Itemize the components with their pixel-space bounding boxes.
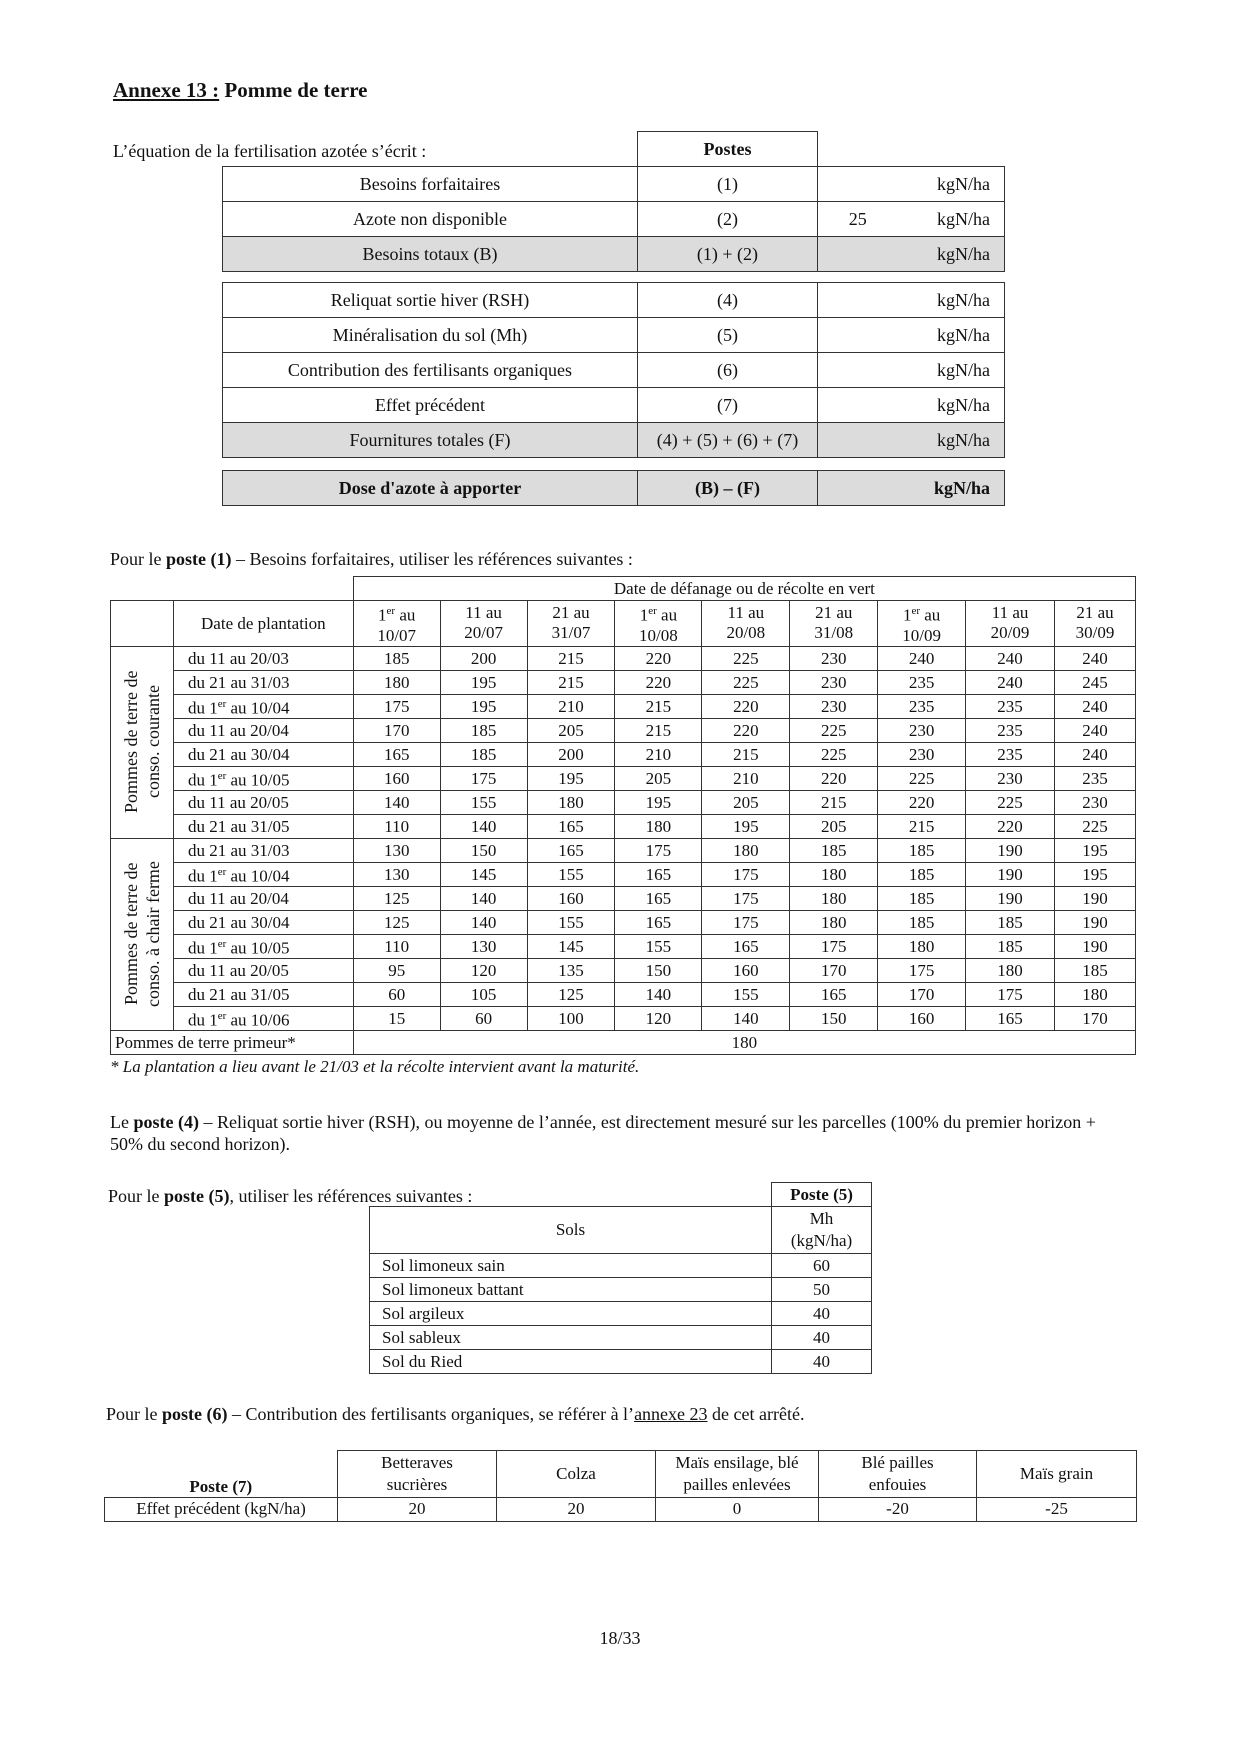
- besoin-value: 180: [966, 958, 1055, 982]
- plantation-date: du 21 au 30/04: [173, 742, 353, 766]
- besoin-value: 165: [615, 910, 702, 934]
- besoin-value: 225: [966, 790, 1055, 814]
- sol-name: Sol du Ried: [370, 1350, 772, 1374]
- table-row: [111, 886, 1136, 910]
- besoin-value: 175: [878, 958, 966, 982]
- besoin-value: 150: [440, 838, 527, 862]
- equation-poste: (1) + (2): [638, 237, 818, 272]
- besoin-value: 180: [790, 862, 878, 886]
- equation-row: [223, 283, 1005, 318]
- besoin-value: 215: [702, 742, 790, 766]
- besoin-value: 140: [440, 910, 527, 934]
- plantation-date: du 21 au 30/04: [173, 910, 353, 934]
- besoin-value: 145: [527, 934, 615, 958]
- besoin-value: 205: [702, 790, 790, 814]
- date-column-header: 1er au 10/09: [878, 601, 966, 647]
- besoin-value: 185: [878, 862, 966, 886]
- footnote: * La plantation a lieu avant le 21/03 et la récolte intervient avant la maturité.: [110, 1056, 640, 1076]
- equation-value: [818, 353, 898, 388]
- plantation-date: du 21 au 31/05: [173, 814, 353, 838]
- besoin-value: 240: [1055, 694, 1136, 718]
- table-row: [111, 838, 1136, 862]
- besoin-value: 180: [353, 670, 440, 694]
- equation-value: [818, 167, 898, 202]
- group-chair-ferme: Pommes de terre de conso. à chair ferme: [111, 838, 174, 1030]
- equation-unit: kgN/ha: [898, 167, 1005, 202]
- besoin-value: 245: [1055, 670, 1136, 694]
- besoin-value: 240: [1055, 742, 1136, 766]
- equation-value: [818, 283, 898, 318]
- besoin-value: 240: [878, 646, 966, 670]
- besoin-value: 175: [790, 934, 878, 958]
- besoin-value: 160: [702, 958, 790, 982]
- sol-mh: 40: [772, 1350, 872, 1374]
- sol-name: Sol sableux: [370, 1326, 772, 1350]
- besoin-value: 60: [440, 1006, 527, 1030]
- date-column-header: 1er au 10/08: [615, 601, 702, 647]
- plantation-date: du 1er au 10/06: [173, 1006, 353, 1030]
- besoin-value: 60: [353, 982, 440, 1006]
- besoin-value: 240: [1055, 646, 1136, 670]
- besoin-value: 165: [790, 982, 878, 1006]
- equation-unit: kgN/ha: [898, 237, 1005, 272]
- besoin-value: 175: [353, 694, 440, 718]
- besoin-value: 210: [527, 694, 615, 718]
- annexe-number: Annexe 13 :: [113, 78, 220, 102]
- besoin-value: 125: [527, 982, 615, 1006]
- sol-mh: 50: [772, 1278, 872, 1302]
- besoin-value: 170: [878, 982, 966, 1006]
- besoin-value: 230: [790, 646, 878, 670]
- besoin-value: 220: [966, 814, 1055, 838]
- precedent-header: Maïs grain: [977, 1451, 1137, 1498]
- plantation-date: du 1er au 10/05: [173, 766, 353, 790]
- besoin-value: 230: [790, 670, 878, 694]
- besoin-value: 195: [527, 766, 615, 790]
- date-column-header: 1er au 10/07: [353, 601, 440, 647]
- besoin-value: 215: [527, 646, 615, 670]
- date-column-header: 21 au 31/07: [527, 601, 615, 647]
- annexe-title: Pomme de terre: [219, 78, 368, 102]
- besoin-value: 210: [615, 742, 702, 766]
- plantation-date: du 21 au 31/03: [173, 670, 353, 694]
- besoin-value: 185: [878, 886, 966, 910]
- page-title: [113, 78, 367, 103]
- besoin-value: 130: [353, 862, 440, 886]
- equation-poste: (6): [638, 353, 818, 388]
- sol-name: Sol limoneux battant: [370, 1278, 772, 1302]
- equation-label: Reliquat sortie hiver (RSH): [223, 283, 638, 318]
- besoin-value: 230: [966, 766, 1055, 790]
- date-column-header: 21 au 30/09: [1055, 601, 1136, 647]
- plantation-date: du 11 au 20/03: [173, 646, 353, 670]
- besoin-value: 120: [615, 1006, 702, 1030]
- besoin-value: 160: [878, 1006, 966, 1030]
- equation-unit: kgN/ha: [898, 353, 1005, 388]
- besoin-value: 160: [353, 766, 440, 790]
- sols-header: Sols: [370, 1207, 772, 1254]
- besoin-value: 175: [440, 766, 527, 790]
- besoin-value: 140: [615, 982, 702, 1006]
- besoin-value: 180: [790, 910, 878, 934]
- equation-value: [818, 237, 898, 272]
- sol-row: [370, 1254, 872, 1278]
- besoin-value: 185: [353, 646, 440, 670]
- besoin-value: 220: [615, 646, 702, 670]
- plantation-date: du 21 au 31/05: [173, 982, 353, 1006]
- besoin-value: 220: [790, 766, 878, 790]
- precedent-header: Blé pailles enfouies: [819, 1451, 977, 1498]
- besoin-value: 185: [966, 910, 1055, 934]
- plantation-date: du 21 au 31/03: [173, 838, 353, 862]
- besoin-value: 185: [790, 838, 878, 862]
- postes-header: Postes: [703, 138, 752, 159]
- besoin-value: 105: [440, 982, 527, 1006]
- besoins-table: [110, 576, 1136, 1077]
- equation-unit: kgN/ha: [898, 202, 1005, 237]
- table-row: [111, 646, 1136, 670]
- besoin-value: 180: [615, 814, 702, 838]
- equation-poste: (5): [638, 318, 818, 353]
- date-column-header: 11 au 20/07: [440, 601, 527, 647]
- table-row: [111, 934, 1136, 958]
- besoin-value: 235: [878, 694, 966, 718]
- besoin-value: 220: [878, 790, 966, 814]
- equation-row: [223, 388, 1005, 423]
- primeur-label: Pommes de terre primeur*: [111, 1030, 354, 1054]
- sol-name: Sol argileux: [370, 1302, 772, 1326]
- equation-label: Besoins forfaitaires: [223, 167, 638, 202]
- effet-value: -20: [819, 1497, 977, 1521]
- besoin-value: 175: [702, 910, 790, 934]
- page-number: 18/33: [599, 1628, 641, 1648]
- table-row: [111, 790, 1136, 814]
- equation-value: [818, 423, 898, 458]
- besoin-value: 225: [702, 646, 790, 670]
- plantation-date: du 1er au 10/04: [173, 862, 353, 886]
- equation-unit: kgN/ha: [898, 318, 1005, 353]
- poste5-intro: Pour le poste (5), utiliser les références suivantes :: [108, 1186, 473, 1206]
- besoin-value: 190: [1055, 886, 1136, 910]
- equation-unit: kgN/ha: [898, 283, 1005, 318]
- besoin-value: 195: [440, 694, 527, 718]
- equation-label: Minéralisation du sol (Mh): [223, 318, 638, 353]
- equation-label: Contribution des fertilisants organiques: [223, 353, 638, 388]
- besoin-value: 175: [702, 862, 790, 886]
- equation-intro: L’équation de la fertilisation azotée s’écrit :: [113, 141, 427, 161]
- besoin-value: 225: [702, 670, 790, 694]
- besoin-value: 220: [702, 694, 790, 718]
- besoin-value: 165: [615, 862, 702, 886]
- sol-row: [370, 1350, 872, 1374]
- sol-row: [370, 1302, 872, 1326]
- besoin-value: 165: [353, 742, 440, 766]
- equation-row: [223, 318, 1005, 353]
- table-row: [111, 814, 1136, 838]
- table-row: [111, 694, 1136, 718]
- besoin-value: 205: [615, 766, 702, 790]
- effet-value: 20: [338, 1497, 497, 1521]
- poste5-header: Poste (5): [772, 1183, 872, 1207]
- besoin-value: 130: [353, 838, 440, 862]
- equation-poste: (4) + (5) + (6) + (7): [638, 423, 818, 458]
- table-row: [111, 766, 1136, 790]
- equation-label: Dose d'azote à apporter: [223, 471, 638, 506]
- besoin-value: 15: [353, 1006, 440, 1030]
- equation-label: Besoins totaux (B): [223, 237, 638, 272]
- plantation-header: Date de plantation: [173, 601, 353, 647]
- besoin-value: 165: [615, 886, 702, 910]
- annexe-23-link[interactable]: annexe 23: [634, 1404, 708, 1424]
- besoin-value: 190: [966, 838, 1055, 862]
- besoin-value: 190: [1055, 910, 1136, 934]
- besoin-value: 190: [966, 886, 1055, 910]
- date-column-header: 11 au 20/09: [966, 601, 1055, 647]
- effet-row-label: Effet précédent (kgN/ha): [105, 1497, 338, 1521]
- besoin-value: 165: [702, 934, 790, 958]
- besoin-value: 190: [966, 862, 1055, 886]
- equation-row: [223, 237, 1005, 272]
- besoin-value: 230: [790, 694, 878, 718]
- besoin-value: 185: [440, 742, 527, 766]
- equation-value: [818, 388, 898, 423]
- poste4-paragraph: Le poste (4) – Reliquat sortie hiver (RSH), ou moyenne de l’année, est directement mesuré sur les parcelles (100% du premier horizon + 50% du second horizon).: [110, 1112, 1096, 1154]
- primeur-row: [111, 1030, 1136, 1054]
- besoin-value: 200: [527, 742, 615, 766]
- besoin-value: 175: [615, 838, 702, 862]
- besoin-value: 140: [702, 1006, 790, 1030]
- equation-value: [818, 318, 898, 353]
- besoin-value: 185: [878, 910, 966, 934]
- besoin-value: 165: [966, 1006, 1055, 1030]
- besoin-value: 175: [702, 886, 790, 910]
- equation-label: Fournitures totales (F): [223, 423, 638, 458]
- plantation-date: du 11 au 20/05: [173, 958, 353, 982]
- besoin-value: 95: [353, 958, 440, 982]
- besoin-value: 240: [966, 670, 1055, 694]
- besoin-value: 235: [878, 670, 966, 694]
- besoin-value: 225: [790, 718, 878, 742]
- besoin-value: 205: [790, 814, 878, 838]
- besoin-value: 140: [353, 790, 440, 814]
- equation-poste: (B) – (F): [638, 471, 818, 506]
- equation-poste: (4): [638, 283, 818, 318]
- besoin-value: 155: [615, 934, 702, 958]
- besoin-value: 165: [527, 814, 615, 838]
- besoin-value: 155: [527, 910, 615, 934]
- group-conso-courante: Pommes de terre de conso. courante: [111, 646, 174, 838]
- besoin-value: 110: [353, 814, 440, 838]
- equation-value: [818, 471, 898, 506]
- besoin-value: 215: [527, 670, 615, 694]
- besoin-value: 125: [353, 886, 440, 910]
- table-row: [111, 862, 1136, 886]
- date-column-header: 21 au 31/08: [790, 601, 878, 647]
- besoin-value: 140: [440, 886, 527, 910]
- poste7-header: Poste (7): [105, 1451, 338, 1498]
- besoin-value: 200: [440, 646, 527, 670]
- besoin-value: 155: [527, 862, 615, 886]
- poste1-intro: Pour le poste (1) – Besoins forfaitaires, utiliser les références suivantes :: [110, 549, 633, 569]
- besoin-value: 220: [702, 718, 790, 742]
- equation-poste: (7): [638, 388, 818, 423]
- poste6-paragraph: Pour le poste (6) – Contribution des fertilisants organiques, se référer à l’annexe 23 de cet arrêté.: [106, 1404, 805, 1424]
- besoin-value: 150: [615, 958, 702, 982]
- besoin-value: 195: [440, 670, 527, 694]
- besoin-value: 180: [878, 934, 966, 958]
- besoin-value: 205: [527, 718, 615, 742]
- precedent-header: Betteraves sucrières: [338, 1451, 497, 1498]
- besoin-value: 235: [966, 742, 1055, 766]
- besoin-value: 125: [353, 910, 440, 934]
- besoin-value: 170: [353, 718, 440, 742]
- primeur-value: 180: [353, 1030, 1135, 1054]
- plantation-date: du 11 au 20/05: [173, 790, 353, 814]
- besoin-value: 210: [702, 766, 790, 790]
- precedent-header: Colza: [497, 1451, 656, 1498]
- effet-value: 20: [497, 1497, 656, 1521]
- besoin-value: 230: [878, 718, 966, 742]
- besoin-value: 170: [790, 958, 878, 982]
- besoin-value: 155: [702, 982, 790, 1006]
- plantation-date: du 11 au 20/04: [173, 718, 353, 742]
- equation-row: [223, 423, 1005, 458]
- besoin-value: 195: [1055, 862, 1136, 886]
- equation-poste: (1): [638, 167, 818, 202]
- plantation-date: du 1er au 10/05: [173, 934, 353, 958]
- besoin-value: 160: [527, 886, 615, 910]
- besoin-value: 230: [878, 742, 966, 766]
- besoin-value: 215: [790, 790, 878, 814]
- effet-precedent-table: [104, 1450, 1137, 1522]
- sol-row: [370, 1278, 872, 1302]
- equation-row: [223, 353, 1005, 388]
- besoin-value: 195: [615, 790, 702, 814]
- precedent-header: Maïs ensilage, blé pailles enlevées: [656, 1451, 819, 1498]
- besoin-value: 225: [878, 766, 966, 790]
- plantation-date: du 11 au 20/04: [173, 886, 353, 910]
- besoin-value: 215: [615, 694, 702, 718]
- besoin-value: 165: [527, 838, 615, 862]
- equation-unit: kgN/ha: [898, 423, 1005, 458]
- besoin-value: 225: [1055, 814, 1136, 838]
- besoin-value: 185: [966, 934, 1055, 958]
- besoin-value: 240: [1055, 718, 1136, 742]
- equation-unit: kgN/ha: [898, 471, 1005, 506]
- equation-label: Effet précédent: [223, 388, 638, 423]
- besoin-value: 180: [702, 838, 790, 862]
- date-column-header: 11 au 20/08: [702, 601, 790, 647]
- besoin-value: 155: [440, 790, 527, 814]
- besoin-value: 180: [527, 790, 615, 814]
- equation-row: [223, 167, 1005, 202]
- table-row: [111, 958, 1136, 982]
- equation-value: 25: [818, 202, 898, 237]
- besoin-value: 145: [440, 862, 527, 886]
- equation-unit: kgN/ha: [898, 388, 1005, 423]
- besoin-value: 235: [966, 718, 1055, 742]
- besoin-value: 180: [790, 886, 878, 910]
- sol-row: [370, 1326, 872, 1350]
- besoin-value: 230: [1055, 790, 1136, 814]
- besoin-value: 185: [1055, 958, 1136, 982]
- effet-value: -25: [977, 1497, 1137, 1521]
- equation-row: [223, 471, 1005, 506]
- besoin-value: 225: [790, 742, 878, 766]
- besoin-value: 240: [966, 646, 1055, 670]
- besoin-value: 220: [615, 670, 702, 694]
- besoin-value: 100: [527, 1006, 615, 1030]
- besoin-value: 190: [1055, 934, 1136, 958]
- besoin-value: 170: [1055, 1006, 1136, 1030]
- sol-mh: 40: [772, 1326, 872, 1350]
- effet-value: 0: [656, 1497, 819, 1521]
- besoin-value: 180: [1055, 982, 1136, 1006]
- table-row: [111, 670, 1136, 694]
- sol-name: Sol limoneux sain: [370, 1254, 772, 1278]
- table-row: [111, 1006, 1136, 1030]
- equation-row: [223, 202, 1005, 237]
- besoin-value: 120: [440, 958, 527, 982]
- besoin-value: 215: [615, 718, 702, 742]
- sols-table: [369, 1182, 872, 1374]
- besoin-value: 175: [966, 982, 1055, 1006]
- besoin-value: 150: [790, 1006, 878, 1030]
- mh-header: Mh (kgN/ha): [772, 1207, 872, 1254]
- besoin-value: 195: [702, 814, 790, 838]
- besoin-value: 215: [878, 814, 966, 838]
- equation-label: Azote non disponible: [223, 202, 638, 237]
- date-defanage-header: Date de défanage ou de récolte en vert: [353, 577, 1135, 601]
- besoin-value: 195: [1055, 838, 1136, 862]
- sol-mh: 40: [772, 1302, 872, 1326]
- equation-poste: (2): [638, 202, 818, 237]
- besoin-value: 110: [353, 934, 440, 958]
- equation-table: [222, 131, 1005, 506]
- sol-mh: 60: [772, 1254, 872, 1278]
- besoin-value: 130: [440, 934, 527, 958]
- besoin-value: 235: [966, 694, 1055, 718]
- besoin-value: 235: [1055, 766, 1136, 790]
- table-row: [111, 910, 1136, 934]
- besoin-value: 185: [878, 838, 966, 862]
- table-row: [111, 982, 1136, 1006]
- besoin-value: 185: [440, 718, 527, 742]
- plantation-date: du 1er au 10/04: [173, 694, 353, 718]
- besoin-value: 140: [440, 814, 527, 838]
- besoin-value: 135: [527, 958, 615, 982]
- table-row: [111, 742, 1136, 766]
- table-row: [111, 718, 1136, 742]
